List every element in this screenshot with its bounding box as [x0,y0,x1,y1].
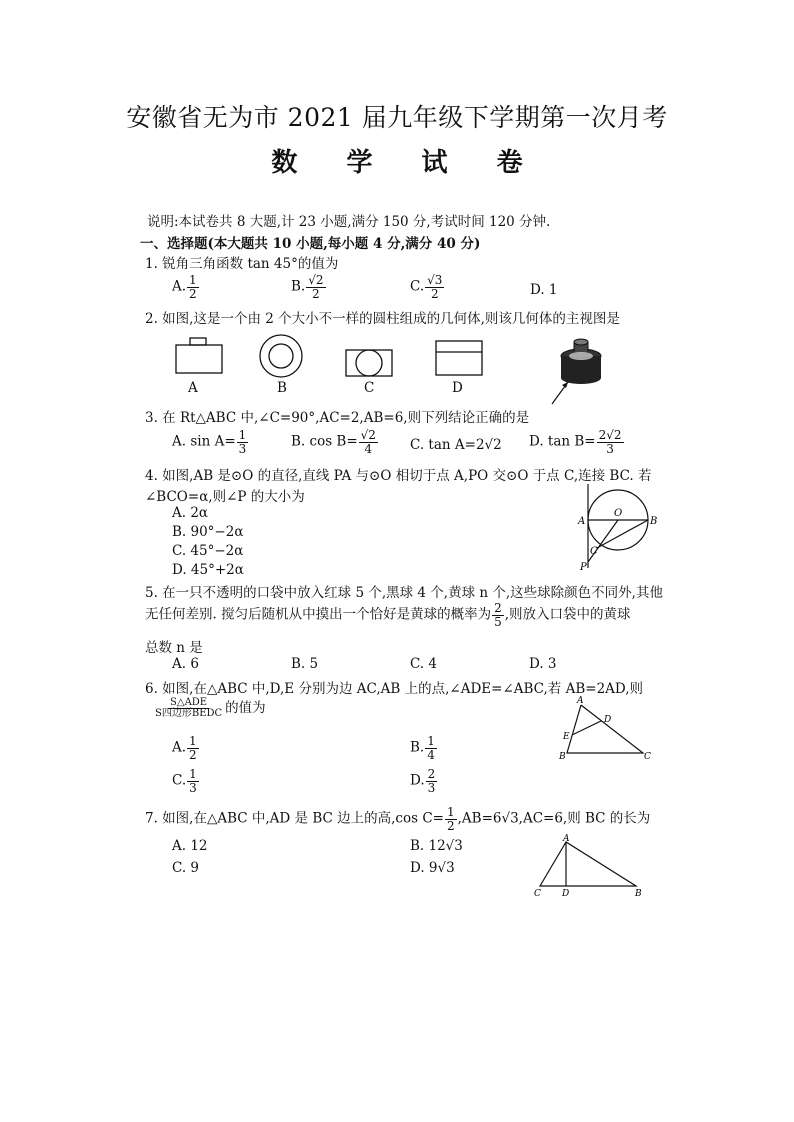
q5-stem-line2: 无任何差别. 搅匀后随机从中摸出一个恰好是黄球的概率为 $\frac{2}{5}$ ,则放入口袋中的黄球 [145,601,631,629]
q2-label-a: A [188,380,198,396]
exam-title: 安徽省无为市 2021 届九年级下学期第一次月考 [126,103,668,132]
q7-option-b: B. 12√3 [410,838,463,854]
q2-view-a [176,345,222,373]
q6-option-d: D. $\frac{2}{3}$ [410,767,436,795]
q1-stem: 1. 锐角三角函数 tan 45°的值为 [145,256,339,272]
q5-option-a: A. 6 [172,656,199,672]
q4-option-c: C. 45°−2α [172,543,244,559]
exam-subtitle: 数 学 试 卷 [271,148,543,178]
q4-label-p: P [580,562,587,572]
q6-option-a: A. $\frac{1}{2}$ [172,734,197,762]
q3-option-d: D. tan B= $\frac{2√2}{3}$ [529,428,622,456]
q1-option-c: C. $\frac{√3}{2}$ [410,273,443,301]
q2-figures [160,330,620,410]
q4-option-b: B. 90°−2α [172,524,244,540]
q2-label-c: C [364,380,375,396]
q6-stem-line1: 6. 如图,在△ABC 中,D,E 分别为边 AC,AB 上的点,∠ADE=∠ABC,若 AB=2AD,则 [145,681,644,697]
q5-option-d: D. 3 [529,656,557,672]
q6-option-b: B. $\frac{1}{4}$ [410,734,435,762]
q4-option-a: A. 2α [172,505,209,521]
q4-stem-line1: 4. 如图,AB 是⊙O 的直径,直线 PA 与⊙O 相切于点 A,PO 交⊙O 于点 C,连接 BC. 若 [145,468,652,484]
q6-label-d: D [604,715,612,725]
q2-stem: 2. 如图,这是一个由 2 个大小不一样的圆柱组成的几何体,则该几何体的主视图是 [145,311,620,327]
q7-stem: 7. 如图,在△ABC 中,AD 是 BC 边上的高,cos C= $\frac{1}{2}$ ,AB=6√3,AC=6,则 BC 的长为 [145,805,651,833]
q7-option-a: A. 12 [172,838,208,854]
q4-option-d: D. 45°+2α [172,562,244,578]
q5-option-c: C. 4 [410,656,438,672]
q2-view-c [346,350,392,376]
q2-view-b [260,335,302,377]
q7-label-c: C [534,889,541,899]
q1-option-a: A. $\frac{1}{2}$ [172,273,197,301]
q6-label-b: B [559,752,566,762]
q3-option-c: C. tan A=2√2 [410,437,502,453]
q7-label-a: A [563,834,570,844]
q1-option-b: B. $\frac{√2}{2}$ [291,273,324,301]
q4-circle-figure [570,482,660,572]
q3-option-b: B. cos B= $\frac{√2}{4}$ [291,428,376,456]
q4-label-b: B [650,516,658,527]
q6-option-c: C. $\frac{1}{3}$ [172,767,197,795]
q3-option-a: A. sin A= $\frac{1}{3}$ [172,428,247,456]
q6-label-a: A [577,696,584,706]
instructions: 说明:本试卷共 8 大题,计 23 小题,满分 150 分,考试时间 120 分钟. [147,214,551,230]
q4-label-c: C [590,546,598,557]
q7-triangle-figure [528,834,658,902]
q4-stem-line2: ∠BCO=α,则∠P 的大小为 [145,489,305,505]
q5-stem-line1: 5. 在一只不透明的口袋中放入红球 5 个,黑球 4 个,黄球 n 个,这些球除颜色不同外,其他 [145,585,663,601]
q2-label-d: D [452,380,463,396]
q4-label-a: A [578,516,586,527]
q1-option-d: D. 1 [530,282,558,298]
q6-triangle-figure [555,695,655,765]
q2-label-b: B [277,380,287,396]
q6-label-c: C [644,752,651,762]
q7-label-b: B [635,889,642,899]
q7-option-d: D. 9√3 [410,860,455,876]
q3-stem: 3. 在 Rt△ABC 中,∠C=90°,AC=2,AB=6,则下列结论正确的是 [145,410,530,426]
q7-label-d: D [562,889,570,899]
q2-view-d [436,341,482,375]
q6-stem-line2: $\frac{\text{S△ADE}}{\text{S四边形BEDC}}$ 的值为 [155,696,266,719]
q5-option-b: B. 5 [291,656,319,672]
q2-solid-icon [552,339,601,404]
q4-label-o: O [614,508,623,519]
section-heading: 一、选择题(本大题共 10 小题,每小题 4 分,满分 40 分) [140,236,481,252]
q6-label-e: E [563,732,570,742]
q7-option-c: C. 9 [172,860,200,876]
q5-stem-line3: 总数 n 是 [145,640,203,656]
